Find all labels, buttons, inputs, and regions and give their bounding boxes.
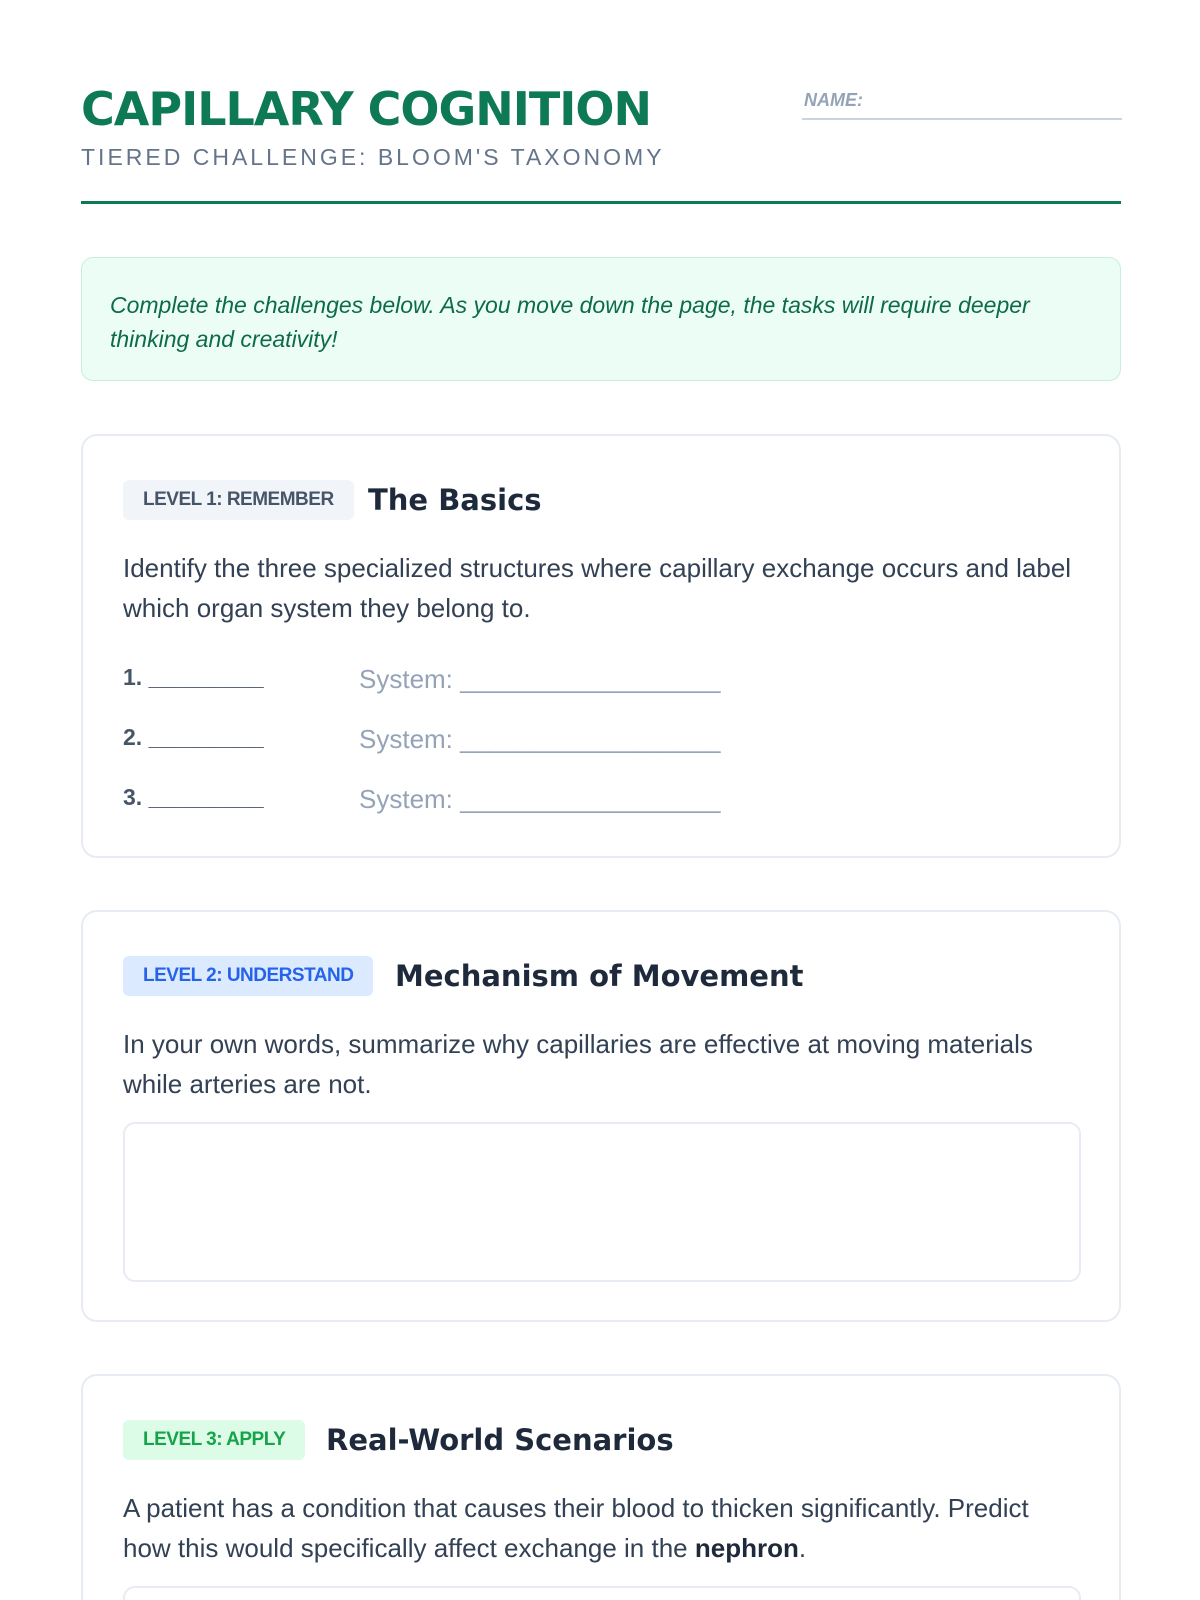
level-2-card: [81, 910, 1121, 1322]
system-blank[interactable]: System: __________________: [359, 784, 721, 814]
level-3-title: Real-World Scenarios: [326, 1423, 674, 1457]
system-blank[interactable]: System: __________________: [359, 664, 721, 694]
level-2-title: Mechanism of Movement: [395, 959, 804, 993]
level-3-prompt-keyword: nephron: [694, 1533, 799, 1563]
worksheet-header: [81, 80, 1121, 204]
system-blank[interactable]: System: __________________: [359, 724, 721, 754]
level-2-answer-box[interactable]: [123, 1122, 1081, 1282]
answer-blank[interactable]: 3. _________: [123, 784, 264, 810]
level-1-prompt: Identify the three specialized structures where capillary exchange occurs and label which organ system they belong to.: [123, 553, 1072, 623]
level-3-prompt-end: .: [798, 1533, 807, 1563]
answer-row[interactable]: [123, 664, 823, 704]
level-2-prompt: In your own words, summarize why capillaries are effective at moving materials while arteries are not.: [123, 1029, 1033, 1099]
page-subtitle: TIERED CHALLENGE: BLOOM'S TAXONOMY: [81, 144, 665, 170]
level-1-badge: LEVEL 1: REMEMBER: [123, 480, 354, 520]
level-3-prompt-text: A patient has a condition that causes their blood to thicken significantly. Predict how this would specifically affect exchange in the: [123, 1493, 1029, 1563]
level-2-badge: LEVEL 2: UNDERSTAND: [123, 956, 373, 996]
answer-blank[interactable]: 2. _________: [123, 724, 264, 750]
level-1-card: [81, 434, 1121, 858]
page-title: CAPILLARY COGNITION: [81, 82, 651, 136]
answer-row[interactable]: [123, 724, 823, 764]
name-label: NAME:: [804, 90, 863, 110]
instructions-box: Complete the challenges below. As you move down the page, the tasks will require deeper thinking and creativity!: [81, 257, 1121, 381]
name-field[interactable]: [802, 86, 1122, 120]
level-3-prompt: [123, 1488, 1083, 1568]
level-3-badge: LEVEL 3: APPLY: [123, 1420, 305, 1460]
level-1-title: The Basics: [368, 483, 542, 517]
level-3-card: [81, 1374, 1121, 1600]
answer-blank[interactable]: 1. _________: [123, 664, 264, 690]
level-3-answer-box[interactable]: [123, 1586, 1081, 1600]
answer-row[interactable]: [123, 784, 823, 824]
